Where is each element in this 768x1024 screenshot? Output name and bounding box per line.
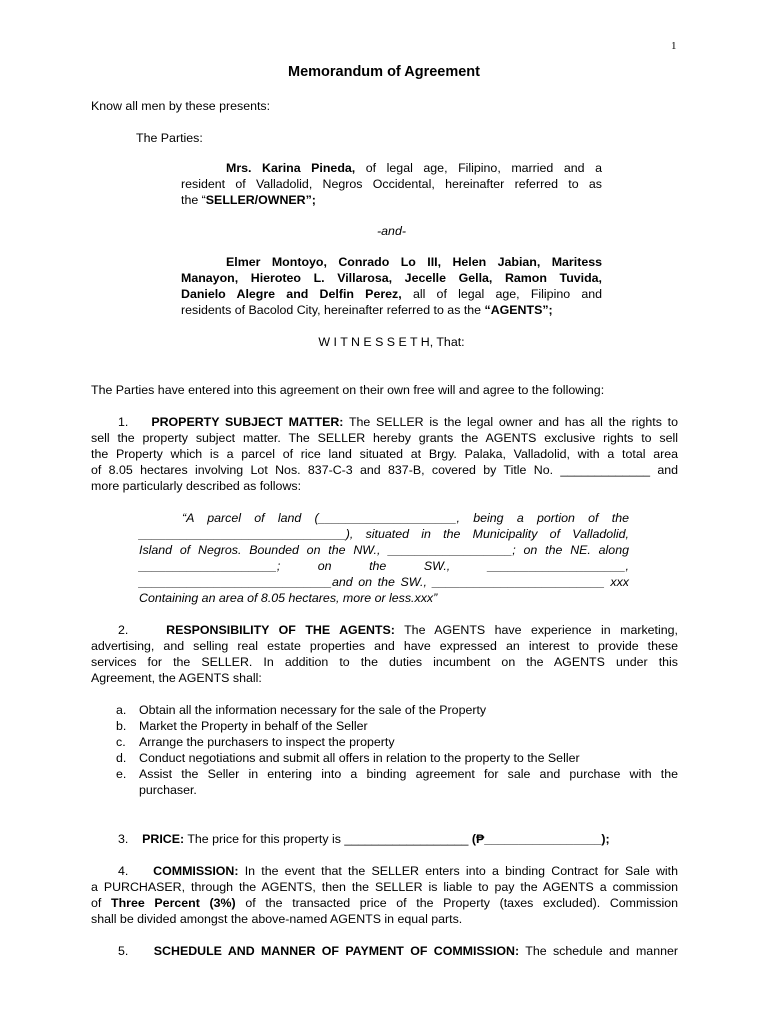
- section-3-heading: PRICE:: [142, 832, 185, 846]
- page-title: Memorandum of Agreement: [287, 64, 480, 80]
- and-separator: -and-: [377, 224, 406, 238]
- price-amount: (₱_________________);: [471, 832, 610, 846]
- section-5-heading: SCHEDULE AND MANNER OF PAYMENT OF COMMISSION:: [153, 944, 520, 958]
- seller-role: SELLER/OWNER”;: [205, 193, 316, 207]
- agreement-intro: The Parties have entered into this agreement on their own free will and agree to the following:: [91, 383, 605, 397]
- duties-list: [116, 702, 678, 798]
- section-3: 3. PRICE: The price for this property is __________________ (₱_________________);: [118, 832, 610, 846]
- list-item: e. Assist the Seller in entering into a binding agreement for sale and purchase with the: [116, 767, 678, 781]
- list-item: purchaser.: [139, 783, 197, 797]
- intro-text: Know all men by these presents:: [91, 99, 271, 113]
- section-2-heading: RESPONSIBILITY OF THE AGENTS:: [166, 623, 395, 637]
- section-5: 5. SCHEDULE AND MANNER OF PAYMENT OF COMMISSION: The schedule and manner: [118, 944, 678, 958]
- parties-label: The Parties:: [136, 131, 203, 145]
- list-item: c. Arrange the purchasers to inspect the property: [116, 735, 395, 749]
- section-4: 4. COMMISSION: In the event that the SELLER enters into a binding Contract for Sale with a PURCHASER, through the AGENTS, then the SELLER is liable to pay the AGENTS a commission of Three Percent (3%) of the transacted price of the Property (taxes excluded). Commission shall be divided amongst the above-named AGENTS in equal parts.: [91, 864, 678, 926]
- section-2: 2. RESPONSIBILITY OF THE AGENTS: The AGENTS have experience in marketing, advertising, and selling real estate properties and have expressed an interest to provide these services for the SELLER. In addition to the duties incumbent on the AGENTS under this Agreement, the AGENTS shall:: [91, 623, 678, 685]
- list-item: a. Obtain all the information necessary for the sale of the Property: [116, 703, 487, 717]
- section-4-heading: COMMISSION:: [153, 864, 239, 878]
- agents-paragraph: Elmer Montoyo, Conrado Lo III, Helen Jabian, Maritess Manayon, Hieroteo L. Villarosa, Jecelle Gella, Ramon Tuvida, Danielo Alegre and Delfin Perez, all of legal age, Filipino and residents of Bacolod City, hereinafter referred to as the “AGENTS”;: [181, 255, 602, 317]
- list-item: b. Market the Property in behalf of the Seller: [116, 719, 368, 733]
- seller-paragraph: Mrs. Karina Pineda, of legal age, Filipino, married and a resident of Valladolid, Negros Occidental, hereinafter referred to as the “SELLER/OWNER”;: [181, 161, 602, 207]
- section-1-heading: PROPERTY SUBJECT MATTER:: [151, 415, 344, 429]
- list-item: d. Conduct negotiations and submit all offers in relation to the property to the Seller: [116, 751, 580, 765]
- property-description-quote: “A parcel of land (____________________, being a portion of the ______________________________), situated in the Municipality of Valladolid, Island of Negros. Bounded on the NW., __________________; on the NE. along ____________________; on the SW., ____________________, ____________________________and on the SW., _________________________ xxx Containing an area of 8.05 hectares, more or less.xxx”: [139, 511, 629, 605]
- witnesseth: W I T N E S S E T H, That:: [318, 335, 465, 349]
- agents-role: “AGENTS”;: [484, 303, 553, 317]
- page-number: 1: [671, 40, 677, 52]
- seller-name: Mrs. Karina Pineda,: [226, 161, 356, 175]
- commission-rate: Three Percent (3%): [111, 896, 236, 910]
- section-1: 1. PROPERTY SUBJECT MATTER: The SELLER is the legal owner and has all the rights to sell the property subject matter. The SELLER hereby grants the AGENTS exclusive rights to sell the Property which is a parcel of rice land situated at Brgy. Palaka, Valladolid, with a total area of 8.05 hectares involving Lot Nos. 837-C-3 and 837-B, covered by Title No. _____________ and more particularly described as follows:: [91, 415, 679, 493]
